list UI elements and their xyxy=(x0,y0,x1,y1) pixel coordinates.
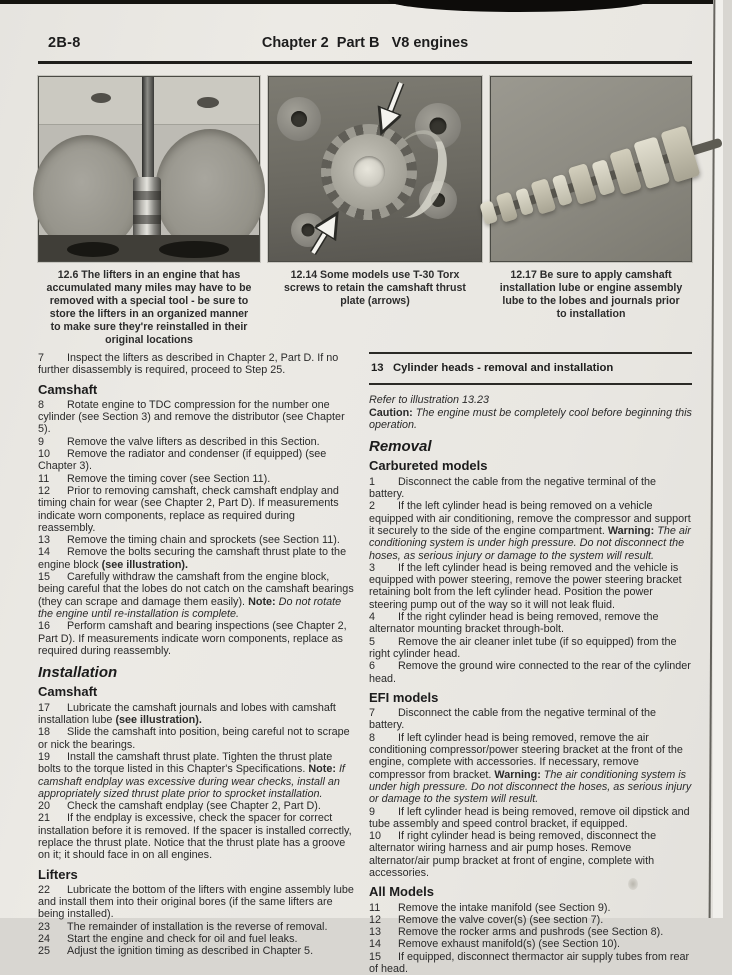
paragraph xyxy=(38,571,355,620)
section-13-header xyxy=(369,352,692,385)
paragraph xyxy=(38,352,355,377)
text-run: Perform camshaft and bearing inspections (see Chapter 2, Part D). If measurements indicate worn components, replace as required during reassembly. xyxy=(38,620,347,657)
paragraph xyxy=(369,562,692,611)
text-run: Remove the valve cover(s) (see section 7). xyxy=(398,913,604,926)
figure-row xyxy=(38,76,692,347)
paragraph xyxy=(369,938,692,950)
cam-lobe xyxy=(496,192,519,223)
figure-12-6 xyxy=(38,76,260,347)
step-number: 14 xyxy=(38,546,51,559)
text-run: Warning: xyxy=(494,768,544,781)
paragraph xyxy=(38,751,355,800)
text-run: Slide the camshaft into position, being careful not to scrape or nick the bearings. xyxy=(38,726,350,751)
sub-heading: All Models xyxy=(369,884,435,900)
step-number: 4 xyxy=(369,611,376,624)
text-run: Disconnect the cable from the negative terminal of the battery. xyxy=(369,707,657,732)
text-run: The remainder of installation is the reverse of removal. xyxy=(67,920,328,933)
text-run: Start the engine and check for oil and fuel leaks. xyxy=(67,933,298,946)
text-run: If the right cylinder head is being removed, remove the alternator mounting bracket through-bolt. xyxy=(369,611,659,636)
sub-heading: Lifters xyxy=(38,866,78,882)
paragraph xyxy=(369,660,692,685)
step-number: 21 xyxy=(38,812,51,825)
text-run: Check the camshaft endplay (see Chapter 2, Part D). xyxy=(67,800,321,813)
step-number: 14 xyxy=(369,938,382,951)
header-rule xyxy=(38,61,692,64)
camshaft-lube-photo xyxy=(490,76,692,262)
right-column-blocks xyxy=(369,394,692,975)
lifter-removal-photo xyxy=(38,76,260,262)
lifter-groove xyxy=(133,215,161,224)
text-run: If equipped, disconnect thermactor air supply tubes from rear of head. xyxy=(369,950,690,975)
bolt-hole xyxy=(197,97,219,108)
figure-12-14 xyxy=(268,76,482,347)
step-number: 20 xyxy=(38,800,51,813)
step-number: 22 xyxy=(38,883,51,896)
paragraph xyxy=(38,448,355,473)
text-run: Refer to illustration 13.23 xyxy=(369,394,490,407)
sub-heading: Camshaft xyxy=(38,684,98,700)
text-run: Do not rotate the engine until re-installation is complete. xyxy=(38,595,342,620)
step-number: 7 xyxy=(369,707,376,720)
paragraph xyxy=(38,884,355,921)
step-number: 13 xyxy=(38,534,51,547)
sub-heading: Carbureted models xyxy=(369,458,488,474)
step-number: 3 xyxy=(369,561,376,574)
scan-edge-shadow xyxy=(388,0,650,12)
paragraph xyxy=(369,902,692,914)
paragraph xyxy=(38,812,355,861)
paragraph xyxy=(38,620,355,657)
paragraph xyxy=(38,933,355,945)
paragraph xyxy=(369,830,692,879)
step-number: 18 xyxy=(38,726,51,739)
text-run: Note: xyxy=(308,763,339,776)
step-number: 24 xyxy=(38,933,51,946)
paragraph xyxy=(369,806,692,831)
text-run: Remove the radiator and condenser (if equipped) (see Chapter 3). xyxy=(38,448,327,473)
text-run: Remove the valve lifters as described in this Section. xyxy=(67,435,320,448)
paragraph xyxy=(369,951,692,975)
right-column xyxy=(369,352,692,975)
step-number: 25 xyxy=(38,945,51,958)
figure-caption: 12.6 The lifters in an engine that has accumulated many miles may have to be removed with a special tool - be sure to store the lifters in an organized manner to make sure they're reinstalled in their original locations xyxy=(46,269,252,346)
text-run: If camshaft endplay was excessive during wear checks, install an appropriately sized thrust plate prior to sprocket installation. xyxy=(38,763,345,800)
chapter-title: Chapter 2 Part B V8 engines xyxy=(261,35,469,51)
text-run: Remove the air cleaner inlet tube (if so equipped) from the right cylinder head. xyxy=(369,635,677,660)
step-number: 12 xyxy=(38,484,51,497)
camshaft xyxy=(472,108,732,248)
paragraph xyxy=(369,394,692,406)
step-number: 19 xyxy=(38,750,51,763)
step-number: 2 xyxy=(369,500,376,513)
step-number: 11 xyxy=(38,472,50,485)
step-number: 8 xyxy=(38,398,45,411)
paragraph xyxy=(38,921,355,933)
text-run: If left cylinder head is being removed, remove the air conditioning compressor/power steering bracket at the front of the engine, complete with accessories. If necessary, remove compressor from bracket. xyxy=(369,731,683,781)
lifter-groove xyxy=(133,191,161,200)
text-run: Caution: xyxy=(369,406,416,419)
text-run: Remove the timing chain and sprockets (see Section 11). xyxy=(67,534,340,547)
text-run: Adjust the ignition timing as described in Chapter 5. xyxy=(67,945,314,958)
text-run: Rotate engine to TDC compression for the number one cylinder (see Section 3) and remove the distributor (see Chapter 5). xyxy=(38,398,345,436)
sub-heading: EFI models xyxy=(369,689,439,705)
paragraph xyxy=(369,914,692,926)
text-run: Prior to removing camshaft, check camshaft endplay and timing chain for wear (see Chapter 2, Part D). If measurements indicate worn components, replace as required during reassembly. xyxy=(38,484,339,534)
bolt-hole xyxy=(91,93,111,103)
page-number: 2B-8 xyxy=(48,35,81,51)
subsection-heading: Removal xyxy=(369,438,432,456)
paragraph xyxy=(369,636,692,661)
thrust-plate-photo xyxy=(268,76,482,262)
step-number: 8 xyxy=(369,731,376,744)
text-run: Disconnect the cable from the negative terminal of the battery. xyxy=(369,475,657,501)
lifter-valley-shadow xyxy=(39,235,259,261)
text-run: (see illustration). xyxy=(101,558,189,571)
body-columns xyxy=(38,352,692,975)
paragraph xyxy=(38,702,355,727)
paragraph xyxy=(369,476,692,501)
page-header xyxy=(38,33,692,57)
paragraph xyxy=(38,473,355,485)
text-run: Remove the intake manifold (see Section 9). xyxy=(398,901,611,914)
step-number: 13 xyxy=(369,926,382,939)
text-run: Carefully withdraw the camshaft from the engine block, being careful that the lobes do not catch on the camshaft bearings (they can scrape and damage them easily). xyxy=(38,571,354,608)
cam-lobe xyxy=(530,178,556,215)
paragraph xyxy=(38,945,355,957)
paragraph xyxy=(369,926,692,938)
step-number: 5 xyxy=(369,635,376,648)
step-number: 15 xyxy=(369,950,382,963)
section-13-title: 13 Cylinder heads - removal and installation xyxy=(371,362,614,374)
text-run: If the left cylinder head is being removed and the vehicle is equipped with power steering, remove the power steering bracket retaining bolt from the left cylinder head. Position the power steering pump out of the way so it will not leak fluid. xyxy=(369,561,682,611)
step-number: 7 xyxy=(38,352,45,364)
text-run: If the endplay is excessive, check the spacer for correct installation before it is removed. If the spacer is installed correctly, replace the thrust plate. Notice that the thrust plate has a groove on it; it should face in on all engines. xyxy=(38,812,352,862)
paragraph xyxy=(369,732,692,806)
sub-heading: Camshaft xyxy=(38,381,98,397)
subsection-heading: Installation xyxy=(38,664,118,682)
paragraph xyxy=(38,436,355,448)
paragraph xyxy=(38,726,355,751)
step-number: 10 xyxy=(38,448,51,461)
step-number: 1 xyxy=(369,475,376,488)
paragraph xyxy=(38,534,355,546)
text-run: Remove the timing cover (see Section 11). xyxy=(67,472,271,485)
text-run: The air conditioning system is under high pressure. Do not disconnect the hoses, as serious injury or damage to the system will result. xyxy=(369,524,691,562)
arrow-icon xyxy=(269,77,483,263)
removal-tool-rod xyxy=(142,77,154,185)
figure-12-17 xyxy=(490,76,692,347)
figure-caption: 12.17 Be sure to apply camshaft installation lube or engine assembly lube to the lobes and journals prior to installation xyxy=(499,269,683,320)
text-run: Remove the bolts securing the camshaft thrust plate to the engine block xyxy=(38,546,347,571)
step-number: 9 xyxy=(369,805,376,818)
step-number: 10 xyxy=(369,830,382,843)
text-run: Install the camshaft thrust plate. Tighten the thrust plate bolts to the torque listed in this Chapter's Specifications. xyxy=(38,750,333,776)
text-run: Inspect the lifters as described in Chapter 2, Part D. If no further disassembly is required, proceed to Step 25. xyxy=(38,352,339,377)
step-number: 15 xyxy=(38,571,51,584)
oil-gallery xyxy=(67,242,119,257)
text-run: Lubricate the camshaft journals and lobes with camshaft installation lube xyxy=(38,701,336,727)
oil-gallery xyxy=(159,241,229,258)
paragraph xyxy=(369,611,692,636)
text-run: Note: xyxy=(248,595,279,608)
figure-caption: 12.14 Some models use T-30 Torx screws to retain the camshaft thrust plate (arrows) xyxy=(284,269,466,307)
text-run: Remove exhaust manifold(s) (see Section 10). xyxy=(398,938,621,951)
text-run: Remove the rocker arms and pushrods (see Section 8). xyxy=(398,926,664,939)
step-number: 12 xyxy=(369,913,382,926)
step-number: 17 xyxy=(38,701,51,714)
paragraph xyxy=(38,399,355,436)
step-number: 6 xyxy=(369,660,376,673)
text-run: If right cylinder head is being removed, disconnect the alternator wiring harness and air pump hoses. Remove alternator/air pump bracket at front of engine, complete with accessories. xyxy=(369,830,657,879)
text-run: If the left cylinder head is being removed on a vehicle equipped with air conditioning, remove the compressor and support it securely to the side of the engine compartment. xyxy=(369,500,691,537)
text-run: The engine must be completely cool before beginning this operation. xyxy=(369,406,692,431)
paragraph xyxy=(369,707,692,732)
paragraph xyxy=(38,546,355,571)
text-run: Remove the ground wire connected to the rear of the cylinder head. xyxy=(369,660,691,685)
paragraph xyxy=(38,485,355,534)
text-run: Lubricate the bottom of the lifters with engine assembly lube and install them into their original bores (if the same lifters are being installed). xyxy=(38,883,354,921)
paragraph xyxy=(369,500,692,561)
paragraph xyxy=(369,407,692,432)
text-run: If left cylinder head is being removed, remove oil dipstick and tube assembly and speed control bracket, if equipped. xyxy=(369,805,690,830)
text-run: (see illustration). xyxy=(115,714,202,727)
left-column xyxy=(38,352,355,975)
paragraph xyxy=(38,800,355,812)
step-number: 9 xyxy=(38,435,45,448)
step-number: 11 xyxy=(369,901,381,914)
text-run: Warning: xyxy=(607,524,658,537)
step-number: 23 xyxy=(38,920,51,933)
step-number: 16 xyxy=(38,620,51,633)
text-run: The air conditioning system is under high pressure. Do not disconnect the hoses, as serious injury or damage to the system will result. xyxy=(369,768,692,806)
